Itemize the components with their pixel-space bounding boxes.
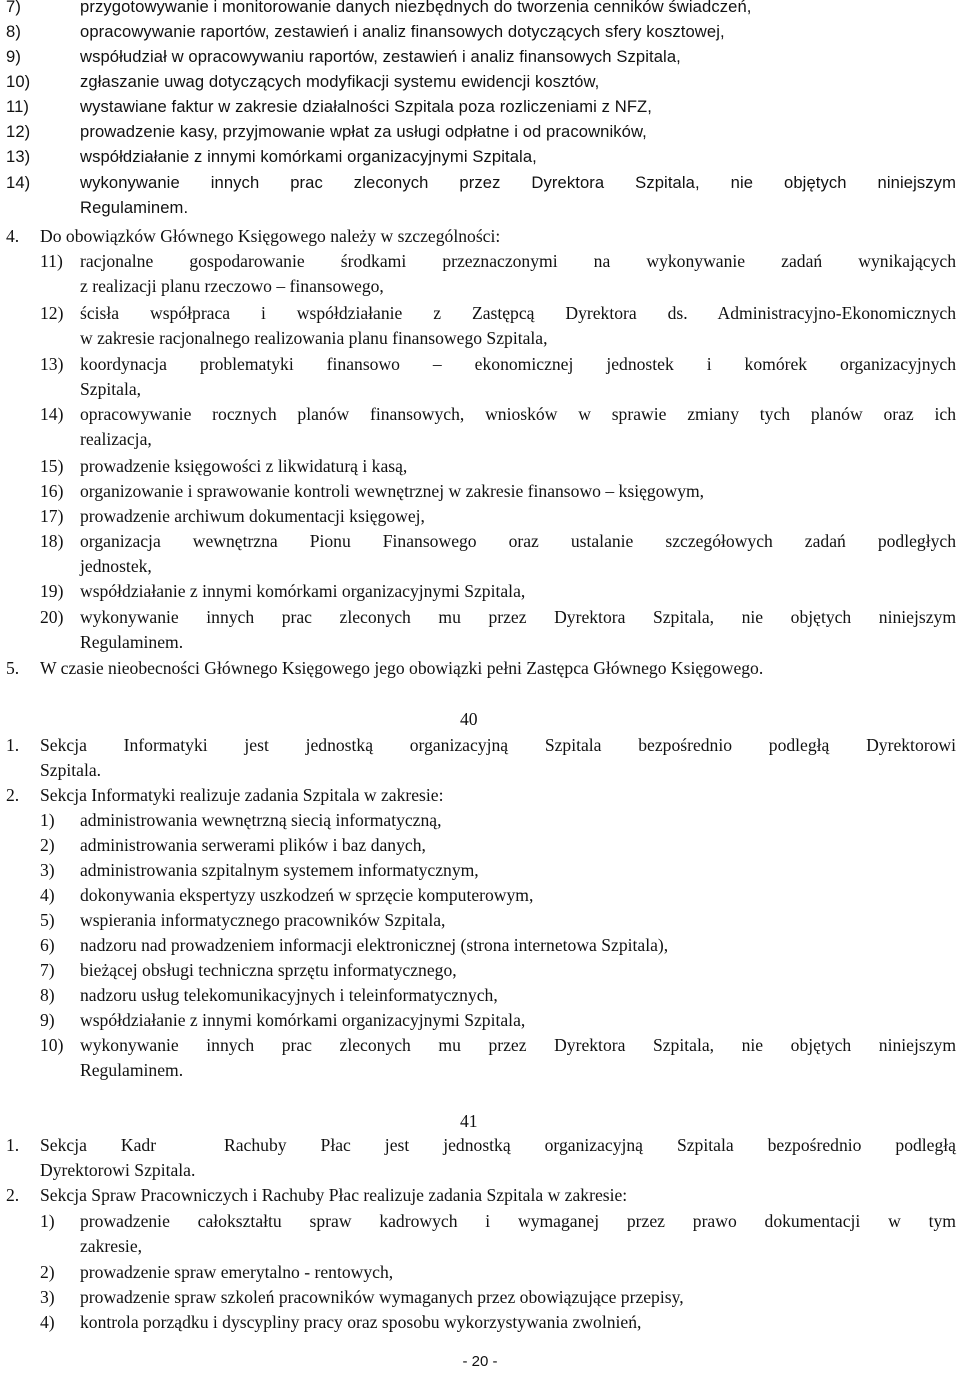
list-item-text: ścisła współpraca i współdziałanie z Zastępcą Dyrektora ds. Administracyjno-Ekonomicznych (80, 303, 956, 323)
list-item-text-continued: Regulaminem. (80, 198, 189, 217)
list-item-text-continued: w zakresie racjonalnego realizowania planu finansowego Szpitala, (80, 328, 548, 348)
list-item-text: przygotowywanie i monitorowanie danych niezbędnych do tworzenia cenników świadczeń, (80, 0, 752, 16)
list-item-text: racjonalne gospodarowanie środkami przeznaczonymi na wykonywanie zadań wynikających (80, 251, 956, 271)
list-item-text: prowadzenie całokształtu spraw kadrowych i wymaganej przez prawo dokumentacji w tym (80, 1211, 956, 1231)
paragraph-number: 2. (6, 785, 20, 805)
list-item-text: prowadzenie spraw szkoleń pracowników wymaganych przez obowiązujące przepisy, (80, 1287, 684, 1307)
list-number: 13) (6, 147, 31, 166)
list-item-text: koordynacja problematyki finansowo – ekonomicznej jednostek i komórek organizacyjnych (80, 354, 956, 374)
paragraph-number: 1. (6, 1135, 20, 1155)
section-heading: 40 (460, 709, 478, 729)
list-item-text: współudział w opracowywaniu raportów, zestawień i analiz finansowych Szpitala, (80, 47, 681, 66)
list-number: 1) (40, 810, 55, 830)
list-item-text: administrowania szpitalnym systemem informatycznym, (80, 860, 479, 880)
list-item-text: opracowywanie rocznych planów finansowych, wniosków w sprawie zmiany tych planów oraz ich (80, 404, 956, 424)
list-number: 9) (6, 47, 21, 66)
list-number: 14) (40, 404, 64, 424)
paragraph-text-continued: Dyrektorowi Szpitala. (40, 1160, 196, 1180)
list-number: 12) (40, 303, 64, 323)
paragraph-text: Sekcja Spraw Pracowniczych i Rachuby Płac realizuje zadania Szpitala w zakresie: (40, 1185, 628, 1205)
list-item-text-continued: jednostek, (80, 556, 152, 576)
paragraph-text-continued: Szpitala. (40, 760, 102, 780)
list-number: 1) (40, 1211, 55, 1231)
list-item-text-continued: Szpitala, (80, 379, 142, 399)
list-item-text: bieżącej obsługi techniczna sprzętu informatycznego, (80, 960, 457, 980)
list-item-text: organizacja wewnętrzna Pionu Finansowego oraz ustalanie szczegółowych zadań podległych (80, 531, 956, 551)
list-item-text-continued: Regulaminem. (80, 632, 184, 652)
list-item-text: dokonywania ekspertyzy uszkodzeń w sprzęcie komputerowym, (80, 885, 534, 905)
list-item-text: wspierania informatycznego pracowników Szpitala, (80, 910, 446, 930)
list-item-text: prowadzenie archiwum dokumentacji księgowej, (80, 506, 425, 526)
list-item-text-continued: zakresie, (80, 1236, 143, 1256)
list-number: 2) (40, 1262, 55, 1282)
list-number: 18) (40, 531, 64, 551)
list-number: 4) (40, 1312, 55, 1332)
list-item-text: administrowania wewnętrzną siecią informatyczną, (80, 810, 442, 830)
list-number: 14) (6, 173, 31, 192)
list-item-text: współdziałanie z innymi komórkami organizacyjnymi Szpitala, (80, 147, 537, 166)
paragraph-lead: Do obowiązków Głównego Księgowego należy w szczególności: (40, 226, 501, 246)
list-item-text: kontrola porządku i dyscypliny pracy oraz sposobu wykorzystywania zwolnień, (80, 1312, 642, 1332)
list-item-text-continued: realizacja, (80, 429, 152, 449)
list-number: 13) (40, 354, 64, 374)
list-number: 7) (6, 0, 21, 16)
paragraph-number: 4. (6, 226, 20, 246)
list-number: 5) (40, 910, 55, 930)
list-number: 11) (40, 251, 63, 271)
list-number: 3) (40, 860, 55, 880)
list-item-text: prowadzenie kasy, przyjmowanie wpłat za usługi odpłatne i od pracowników, (80, 122, 647, 141)
list-item-text: wykonywanie innych prac zleconych przez Dyrektora Szpitala, nie objętych niniejszym (80, 173, 956, 192)
list-number: 9) (40, 1010, 55, 1030)
list-number: 2) (40, 835, 55, 855)
list-number: 7) (40, 960, 55, 980)
list-item-text: opracowywanie raportów, zestawień i analiz finansowych dotyczących sfery kosztowej, (80, 22, 725, 41)
list-item-text: współdziałanie z innymi komórkami organizacyjnymi Szpitala, (80, 581, 526, 601)
list-item-text: wykonywanie innych prac zleconych mu przez Dyrektora Szpitala, nie objętych niniejszym (80, 1035, 956, 1055)
list-number: 17) (40, 506, 64, 526)
list-item-text: nadzoru usług telekomunikacyjnych i teleinformatycznych, (80, 985, 498, 1005)
list-item-text: organizowanie i sprawowanie kontroli wewnętrznej w zakresie finansowo – księgowym, (80, 481, 705, 501)
list-item-text: prowadzenie księgowości z likwidaturą i kasą, (80, 456, 408, 476)
list-number: 6) (40, 935, 55, 955)
list-number: 4) (40, 885, 55, 905)
list-number: 15) (40, 456, 64, 476)
list-number: 12) (6, 122, 31, 141)
list-number: 3) (40, 1287, 55, 1307)
list-item-text-continued: Regulaminem. (80, 1060, 184, 1080)
list-item-text: nadzoru nad prowadzeniem informacji elektronicznej (strona internetowa Szpitala), (80, 935, 669, 955)
list-number: 8) (6, 22, 21, 41)
paragraph-text: W czasie nieobecności Głównego Księgowego jego obowiązki pełni Zastępca Głównego Księgowego. (40, 658, 764, 678)
list-number: 10) (6, 72, 31, 91)
list-item-text: zgłaszanie uwag dotyczących modyfikacji systemu ewidencji kosztów, (80, 72, 600, 91)
page-number: - 20 - (462, 1353, 498, 1370)
paragraph-text: Sekcja Informatyki realizuje zadania Szpitala w zakresie: (40, 785, 444, 805)
list-number: 20) (40, 607, 64, 627)
paragraph-number: 1. (6, 735, 20, 755)
paragraph-number: 2. (6, 1185, 20, 1205)
list-item-text-continued: z realizacji planu rzeczowo – finansowego, (80, 276, 384, 296)
list-number: 19) (40, 581, 64, 601)
section-heading: 41 (460, 1111, 478, 1131)
list-item-text: wystawiane faktur w zakresie działalności Szpitala poza rozliczeniami z NFZ, (80, 97, 652, 116)
list-item-text: administrowania serwerami plików i baz danych, (80, 835, 426, 855)
list-item-text: współdziałanie z innymi komórkami organizacyjnymi Szpitala, (80, 1010, 526, 1030)
list-item-text: wykonywanie innych prac zleconych mu przez Dyrektora Szpitala, nie objętych niniejszym (80, 607, 956, 627)
list-item-text: prowadzenie spraw emerytalno - rentowych, (80, 1262, 394, 1282)
list-number: 16) (40, 481, 64, 501)
paragraph-number: 5. (6, 658, 20, 678)
paragraph-text: Sekcja Kadr Rachuby Płac jest jednostką organizacyjną Szpitala bezpośrednio podległą (40, 1135, 956, 1155)
paragraph-text: Sekcja Informatyki jest jednostką organizacyjną Szpitala bezpośrednio podległą Dyrektorowi (40, 735, 956, 755)
list-number: 11) (6, 97, 30, 116)
list-number: 10) (40, 1035, 64, 1055)
list-number: 8) (40, 985, 55, 1005)
